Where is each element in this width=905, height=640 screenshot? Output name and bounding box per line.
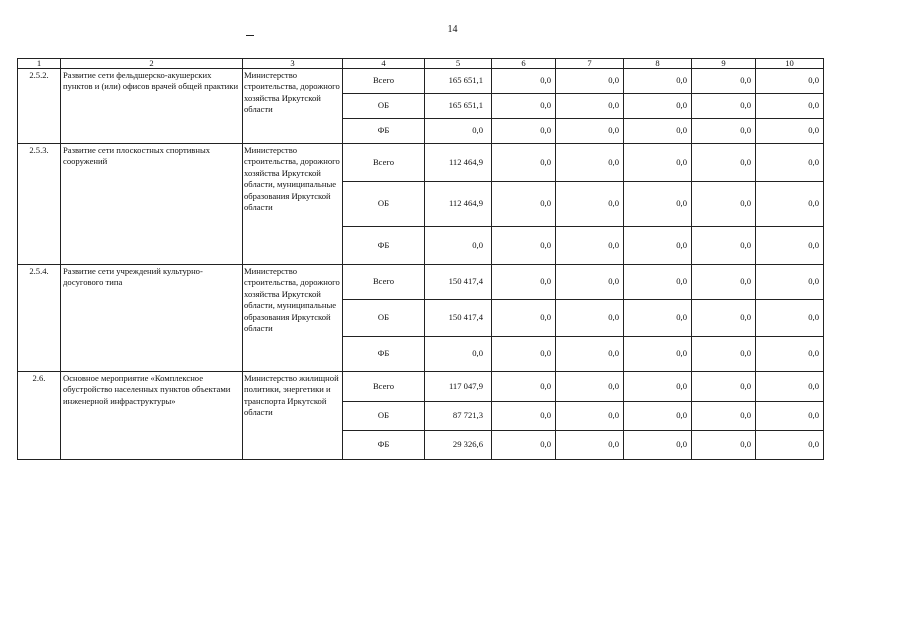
- funding-source: Всего: [343, 69, 425, 94]
- value-cell: 112 464,9: [425, 182, 492, 227]
- value-cell: 165 651,1: [425, 69, 492, 94]
- funding-source: Всего: [343, 144, 425, 182]
- item-title: Развитие сети плоскостных спортивных сооружений: [61, 144, 243, 265]
- value-cell: 0,0: [556, 265, 624, 300]
- value-cell: 0,0: [556, 372, 624, 402]
- funding-source: ОБ: [343, 94, 425, 119]
- header-row: [18, 59, 824, 69]
- funding-source: ФБ: [343, 227, 425, 265]
- value-cell: 0,0: [756, 94, 824, 119]
- value-cell: 0,0: [756, 119, 824, 144]
- value-cell: 0,0: [624, 119, 692, 144]
- table-group: [18, 265, 824, 372]
- value-cell: 0,0: [692, 300, 756, 337]
- header-cell: 2: [61, 59, 243, 69]
- value-cell: 0,0: [492, 300, 556, 337]
- value-cell: 0,0: [756, 69, 824, 94]
- funding-source: Всего: [343, 265, 425, 300]
- header-cell: 1: [18, 59, 61, 69]
- value-cell: 0,0: [692, 337, 756, 372]
- funding-source: ОБ: [343, 300, 425, 337]
- header-cell: 3: [243, 59, 343, 69]
- value-cell: 0,0: [692, 431, 756, 460]
- value-cell: 0,0: [692, 227, 756, 265]
- value-cell: 0,0: [492, 337, 556, 372]
- header-cell: 4: [343, 59, 425, 69]
- header-cell: 10: [756, 59, 824, 69]
- value-cell: 0,0: [756, 182, 824, 227]
- value-cell: 0,0: [756, 372, 824, 402]
- value-cell: 0,0: [756, 337, 824, 372]
- funding-source: ОБ: [343, 182, 425, 227]
- value-cell: 29 326,6: [425, 431, 492, 460]
- item-agency: Министерство строительства, дорожного хозяйства Иркутской области, муниципальные образования Иркутской области: [243, 144, 343, 265]
- value-cell: 0,0: [756, 402, 824, 431]
- value-cell: 0,0: [692, 69, 756, 94]
- table-row: [18, 265, 824, 300]
- item-code: 2.5.4.: [18, 265, 61, 372]
- value-cell: 0,0: [492, 182, 556, 227]
- value-cell: 0,0: [624, 182, 692, 227]
- scan-mark: [246, 35, 254, 36]
- item-code: 2.5.3.: [18, 144, 61, 265]
- value-cell: 0,0: [492, 431, 556, 460]
- funding-source: ФБ: [343, 119, 425, 144]
- funding-source: Всего: [343, 372, 425, 402]
- item-title: Развитие сети учреждений культурно-досугового типа: [61, 265, 243, 372]
- value-cell: 0,0: [624, 144, 692, 182]
- value-cell: 0,0: [556, 69, 624, 94]
- value-cell: 0,0: [556, 227, 624, 265]
- header-cell: 7: [556, 59, 624, 69]
- value-cell: 0,0: [556, 402, 624, 431]
- value-cell: 0,0: [492, 372, 556, 402]
- value-cell: 0,0: [492, 94, 556, 119]
- value-cell: 0,0: [425, 227, 492, 265]
- item-code: 2.5.2.: [18, 69, 61, 144]
- value-cell: 0,0: [492, 119, 556, 144]
- value-cell: 0,0: [692, 265, 756, 300]
- value-cell: 0,0: [624, 265, 692, 300]
- value-cell: 165 651,1: [425, 94, 492, 119]
- value-cell: 0,0: [624, 300, 692, 337]
- item-code: 2.6.: [18, 372, 61, 460]
- value-cell: 0,0: [624, 227, 692, 265]
- value-cell: 0,0: [556, 119, 624, 144]
- item-agency: Министерство жилищной политики, энергетики и транспорта Иркутской области: [243, 372, 343, 460]
- value-cell: 150 417,4: [425, 265, 492, 300]
- value-cell: 0,0: [556, 144, 624, 182]
- budget-table: [17, 58, 824, 460]
- value-cell: 0,0: [624, 94, 692, 119]
- value-cell: 0,0: [756, 431, 824, 460]
- value-cell: 112 464,9: [425, 144, 492, 182]
- value-cell: 0,0: [492, 227, 556, 265]
- value-cell: 0,0: [624, 402, 692, 431]
- value-cell: 0,0: [624, 69, 692, 94]
- value-cell: 117 047,9: [425, 372, 492, 402]
- value-cell: 0,0: [692, 182, 756, 227]
- value-cell: 0,0: [492, 144, 556, 182]
- value-cell: 0,0: [425, 337, 492, 372]
- value-cell: 0,0: [756, 265, 824, 300]
- item-agency: Министерство строительства, дорожного хозяйства Иркутской области, муниципальные образования Иркутской области: [243, 265, 343, 372]
- value-cell: 0,0: [556, 300, 624, 337]
- value-cell: 150 417,4: [425, 300, 492, 337]
- table-group: [18, 69, 824, 144]
- funding-source: ФБ: [343, 431, 425, 460]
- header-cell: 9: [692, 59, 756, 69]
- value-cell: 0,0: [756, 144, 824, 182]
- value-cell: 0,0: [756, 227, 824, 265]
- item-title: Основное мероприятие «Комплексное обустройство населенных пунктов объектами инженерной инфраструктуры»: [61, 372, 243, 460]
- value-cell: 0,0: [556, 431, 624, 460]
- value-cell: 0,0: [492, 402, 556, 431]
- value-cell: 0,0: [692, 372, 756, 402]
- value-cell: 0,0: [692, 119, 756, 144]
- value-cell: 0,0: [556, 94, 624, 119]
- value-cell: 87 721,3: [425, 402, 492, 431]
- value-cell: 0,0: [624, 431, 692, 460]
- value-cell: 0,0: [692, 144, 756, 182]
- header-cell: 8: [624, 59, 692, 69]
- table-group: [18, 372, 824, 460]
- value-cell: 0,0: [492, 69, 556, 94]
- table-group: [18, 144, 824, 265]
- funding-source: ОБ: [343, 402, 425, 431]
- header-cell: 6: [492, 59, 556, 69]
- funding-source: ФБ: [343, 337, 425, 372]
- value-cell: 0,0: [556, 182, 624, 227]
- table-row: [18, 144, 824, 182]
- table-row: [18, 372, 824, 402]
- value-cell: 0,0: [425, 119, 492, 144]
- header-cell: 5: [425, 59, 492, 69]
- value-cell: 0,0: [556, 337, 624, 372]
- item-agency: Министерство строительства, дорожного хозяйства Иркутской области: [243, 69, 343, 144]
- value-cell: 0,0: [624, 337, 692, 372]
- page-number: 14: [447, 24, 458, 35]
- value-cell: 0,0: [692, 94, 756, 119]
- value-cell: 0,0: [692, 402, 756, 431]
- table-row: [18, 69, 824, 94]
- value-cell: 0,0: [756, 300, 824, 337]
- item-title: Развитие сети фельдшерско-акушерских пунктов и (или) офисов врачей общей практики: [61, 69, 243, 144]
- value-cell: 0,0: [492, 265, 556, 300]
- value-cell: 0,0: [624, 372, 692, 402]
